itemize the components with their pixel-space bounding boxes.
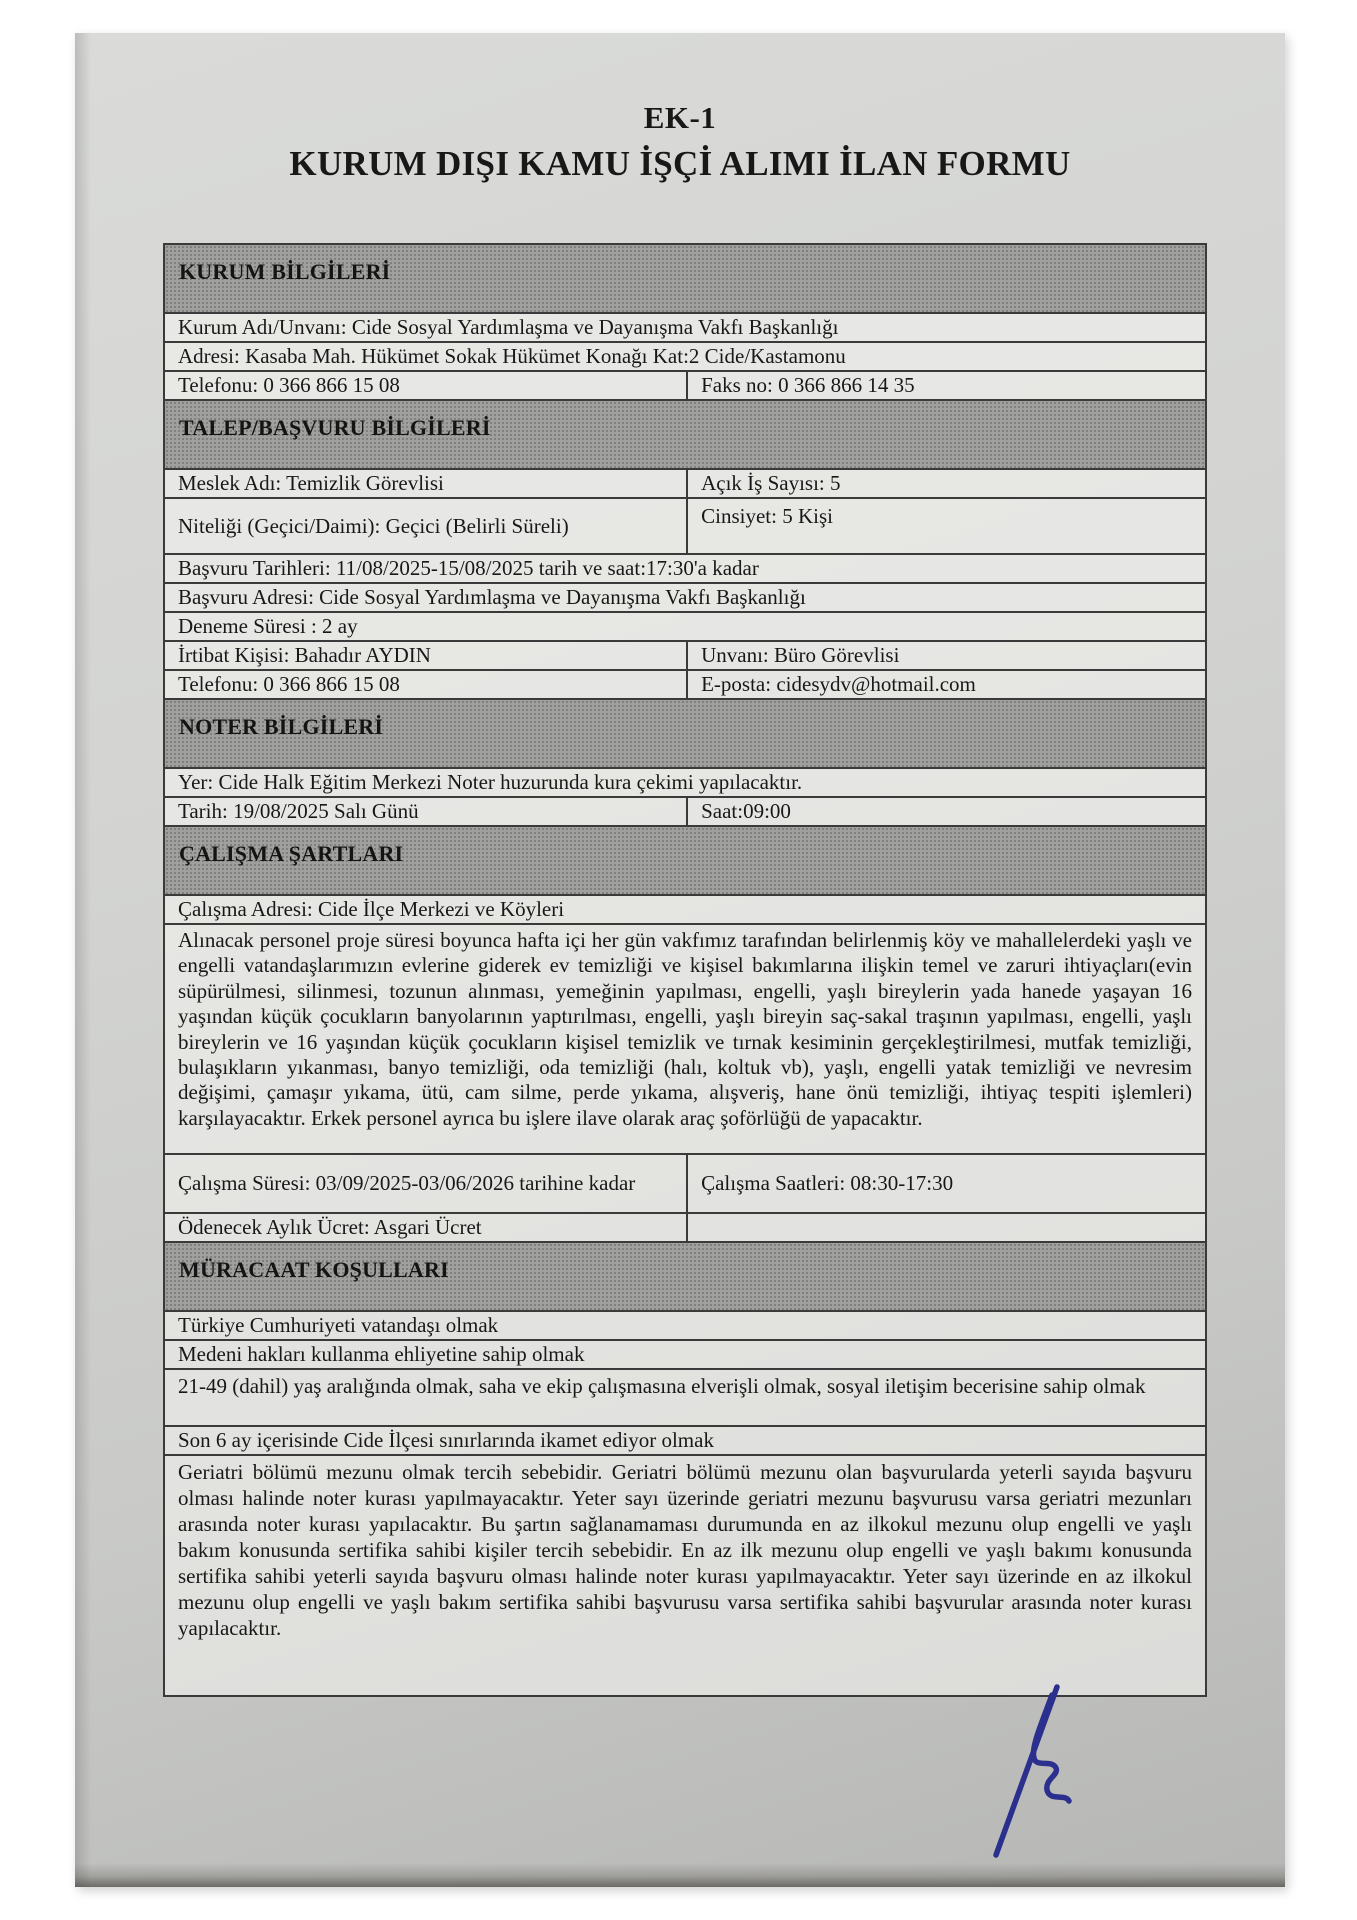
section-header-label: MÜRACAAT KOŞULLARI [179, 1257, 449, 1282]
irtibat-kisisi-field: İrtibat Kişisi: Bahadır AYDIN [178, 643, 431, 668]
form-code: EK-1 [643, 100, 717, 135]
kurum-adres-field: Adresi: Kasaba Mah. Hükümet Sokak Hükümet Konağı Kat:2 Cide/Kastamonu [178, 344, 846, 369]
kosul-geriatri-paragraph: Geriatri bölümü mezunu olmak tercih sebebidir. Geriatri bölümü mezunu olan başvurularda yeterli sayıda başvuru olması halinde noter kurası yapılmayacaktır. Yeter sayı üzerinde geriatri mezunu başvurusu varsa geriatri mezunları arasında noter kurası yapılacaktır. Bu şartın sağlanamaması durumunda en az ilkokul mezunu olup engelli ve yaşlı bakım konusunda sertifika sahibi kişiler tercih sebebidir. En az ilk mezunu olup engelli ve yaşlı bakımı konusunda sertifika sahibi yeterli sayıda başvuru olması halinde noter kurası yapılmayacaktır. Yeter sayı üzerinde en az ilkokul mezunu olup engelli ve yaşlı bakım sertifika sahibi başvurusu varsa sertifika sahibi başvurular arasında noter kurası yapılacaktır. [178, 1460, 1192, 1640]
noter-tarih-field: Tarih: 19/08/2025 Salı Günü [178, 799, 419, 824]
noter-yer-field: Yer: Cide Halk Eğitim Merkezi Noter huzurunda kura çekimi yapılacaktır. [178, 770, 803, 795]
kosul-medeni-haklar: Medeni hakları kullanma ehliyetine sahip olmak [178, 1342, 585, 1367]
aylik-ucret-field: Ödenecek Aylık Ücret: Asgari Ücret [178, 1215, 482, 1240]
eposta-field: E-posta: cidesydv@hotmail.com [701, 672, 976, 697]
empty-cell [688, 1214, 1205, 1241]
section-header-label: NOTER BİLGİLERİ [179, 714, 384, 739]
kurum-faks-field: Faks no: 0 366 866 14 35 [701, 373, 915, 398]
kurum-adi-field: Kurum Adı/Unvanı: Cide Sosyal Yardımlaşma ve Dayanışma Vakfı Başkanlığı [178, 315, 839, 340]
talep-telefon-field: Telefonu: 0 366 866 15 08 [178, 672, 400, 697]
document-header [75, 99, 1285, 186]
table-row [165, 1370, 1205, 1427]
kosul-vatandaslik: Türkiye Cumhuriyeti vatandaşı olmak [178, 1313, 499, 1338]
section-header-muracaat-kosullari [165, 1243, 1205, 1312]
kosul-ikamet: Son 6 ay içerisinde Cide İlçesi sınırlarında ikamet ediyor olmak [178, 1428, 714, 1453]
table-row [165, 343, 1205, 372]
table-row [165, 1427, 1205, 1456]
calisma-aciklama-paragraph: Alınacak personel proje süresi boyunca hafta içi her gün vakfımız tarafından belirlenmiş köy ve mahallelerdeki yaşlı ve engelli vatandaşlarımızın evlerine giderek ev temizliği ve kişisel bakımlarına ilişkin temel ve zaruri ihtiyaçları(evin süpürülmesi, silinmesi, tozunun alınması, yemeğinin yapılması, engelli, yaşlı bireylerin yada hanede yaşayan 16 yaşından küçük çocukların banyolarının yaptırılması, engelli, yaşlı bireyin saç-sakal traşının yapılması, engelli, yaşlı bireylerin ve 16 yaşından küçük çocukların kişisel temizlik ve tırnak kesiminin gerçekleştirilmesi, mutfak temizliği, bulaşıkların yıkanması, banyo temizliği, oda temizliği (halı, koltuk vb), yaşlı, engelli yatak temizliği ve nevresim değişimi, çamaşır yıkama, ütü, cam silme, perde yıkama, alışveriş, hane önü temizliği, ihtiyaç tespiti işlemleri) karşılayacaktır. Erkek personel ayrıca bu işlere ilave olarak araç şoförlüğü de yapacaktır. [178, 928, 1192, 1130]
section-header-talep-basvuru [165, 401, 1205, 470]
table-row [165, 642, 1205, 671]
acik-is-sayisi-field: Açık İş Sayısı: 5 [701, 471, 841, 496]
section-header-kurum-bilgileri [165, 245, 1205, 314]
section-header-label: ÇALIŞMA ŞARTLARI [179, 841, 404, 866]
table-row [165, 925, 1205, 1155]
kosul-yas-araligi: 21-49 (dahil) yaş aralığında olmak, saha ve ekip çalışmasına elverişli olmak, sosyal iletişim becerisine sahip olmak [178, 1374, 1146, 1398]
page-title: KURUM DIŞI KAMU İŞÇİ ALIMI İLAN FORMU [289, 143, 1071, 183]
table-row [165, 613, 1205, 642]
signature-ink [968, 1675, 1100, 1863]
section-header-label: TALEP/BAŞVURU BİLGİLERİ [179, 415, 491, 440]
table-row [165, 372, 1205, 401]
table-row [165, 1341, 1205, 1370]
nitelik-field: Niteliği (Geçici/Daimi): Geçici (Belirli Süreli) [178, 513, 569, 538]
table-row [165, 314, 1205, 343]
basvuru-tarihleri-field: Başvuru Tarihleri: 11/08/2025-15/08/2025 tarih ve saat:17:30'a kadar [178, 556, 759, 581]
table-row [165, 1312, 1205, 1341]
table-row [165, 499, 1205, 555]
calisma-suresi-field: Çalışma Süresi: 03/09/2025-03/06/2026 tarihine kadar [178, 1171, 636, 1196]
table-row [165, 769, 1205, 798]
table-row [165, 584, 1205, 613]
section-header-calisma-sartlari [165, 827, 1205, 896]
calisma-adresi-field: Çalışma Adresi: Cide İlçe Merkezi ve Köyleri [178, 897, 565, 922]
scanned-page [75, 33, 1285, 1887]
meslek-adi-field: Meslek Adı: Temizlik Görevlisi [178, 471, 444, 496]
basvuru-adresi-field: Başvuru Adresi: Cide Sosyal Yardımlaşma ve Dayanışma Vakfı Başkanlığı [178, 585, 806, 610]
table-row [165, 896, 1205, 925]
form-table [163, 243, 1207, 1697]
table-row [165, 1155, 1205, 1214]
table-row [165, 555, 1205, 584]
kurum-telefon-field: Telefonu: 0 366 866 15 08 [178, 373, 400, 398]
table-row [165, 1456, 1205, 1695]
noter-saat-field: Saat:09:00 [701, 799, 791, 824]
deneme-suresi-field: Deneme Süresi : 2 ay [178, 614, 358, 639]
table-row [165, 470, 1205, 499]
cinsiyet-field: Cinsiyet: 5 Kişi [701, 504, 833, 528]
section-header-noter-bilgileri [165, 700, 1205, 769]
table-row [165, 798, 1205, 827]
table-row [165, 1214, 1205, 1243]
table-row [165, 671, 1205, 700]
calisma-saatleri-field: Çalışma Saatleri: 08:30-17:30 [701, 1171, 954, 1196]
unvan-field: Unvanı: Büro Görevlisi [701, 643, 900, 668]
section-header-label: KURUM BİLGİLERİ [179, 259, 391, 284]
